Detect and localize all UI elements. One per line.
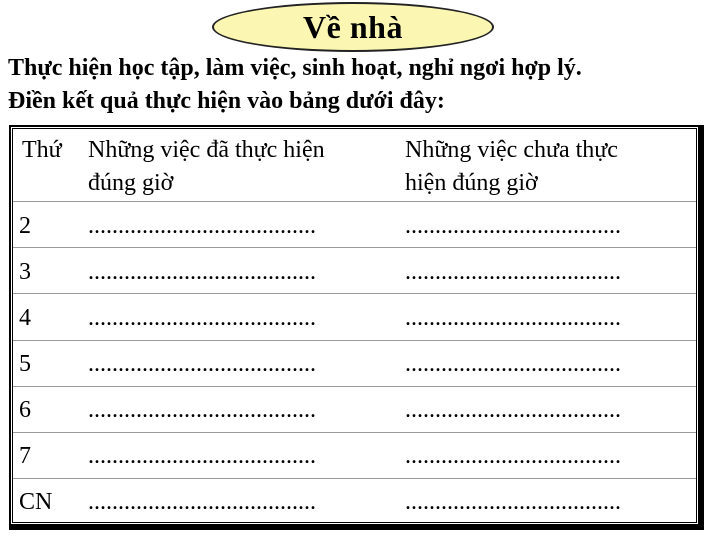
row-divider (13, 293, 696, 294)
page-title: Về nhà (303, 8, 403, 45)
header-day: Thứ (22, 137, 62, 163)
notdone-blank[interactable]: .................................... (405, 489, 621, 515)
row-day: 7 (19, 443, 31, 469)
done-blank[interactable]: ...................................... (88, 443, 316, 469)
row-divider (13, 340, 696, 341)
done-blank[interactable]: ...................................... (88, 397, 316, 423)
row-day: CN (19, 489, 53, 515)
done-blank[interactable]: ...................................... (88, 489, 316, 515)
row-day: 2 (19, 213, 31, 239)
header-done-line2: đúng giờ (88, 170, 174, 196)
row-day: 5 (19, 351, 31, 377)
notdone-blank[interactable]: .................................... (405, 443, 621, 469)
notdone-blank[interactable]: .................................... (405, 259, 621, 285)
notdone-blank[interactable]: .................................... (405, 397, 621, 423)
table-frame (12, 128, 697, 523)
row-divider (13, 432, 696, 433)
row-divider (13, 386, 696, 387)
header-done-line1: Những việc đã thực hiện (88, 137, 325, 163)
notdone-blank[interactable]: .................................... (405, 213, 621, 239)
done-blank[interactable]: ...................................... (88, 305, 316, 331)
header-notdone-line2: hiện đúng giờ (405, 170, 538, 196)
instruction-line-1: Thực hiện học tập, làm việc, sinh hoạt, nghỉ ngơi hợp lý. (8, 55, 582, 81)
done-blank[interactable]: ...................................... (88, 259, 316, 285)
row-day: 4 (19, 305, 31, 331)
notdone-blank[interactable]: .................................... (405, 351, 621, 377)
header-notdone-line1: Những việc chưa thực (405, 137, 618, 163)
title-banner (212, 2, 494, 52)
done-blank[interactable]: ...................................... (88, 213, 316, 239)
schedule-table (9, 125, 704, 530)
row-day: 6 (19, 397, 31, 423)
row-divider (13, 201, 696, 202)
instruction-line-2: Điền kết quả thực hiện vào bảng dưới đây: (8, 88, 445, 114)
row-divider (13, 478, 696, 479)
row-day: 3 (19, 259, 31, 285)
row-divider (13, 247, 696, 248)
notdone-blank[interactable]: .................................... (405, 305, 621, 331)
done-blank[interactable]: ...................................... (88, 351, 316, 377)
